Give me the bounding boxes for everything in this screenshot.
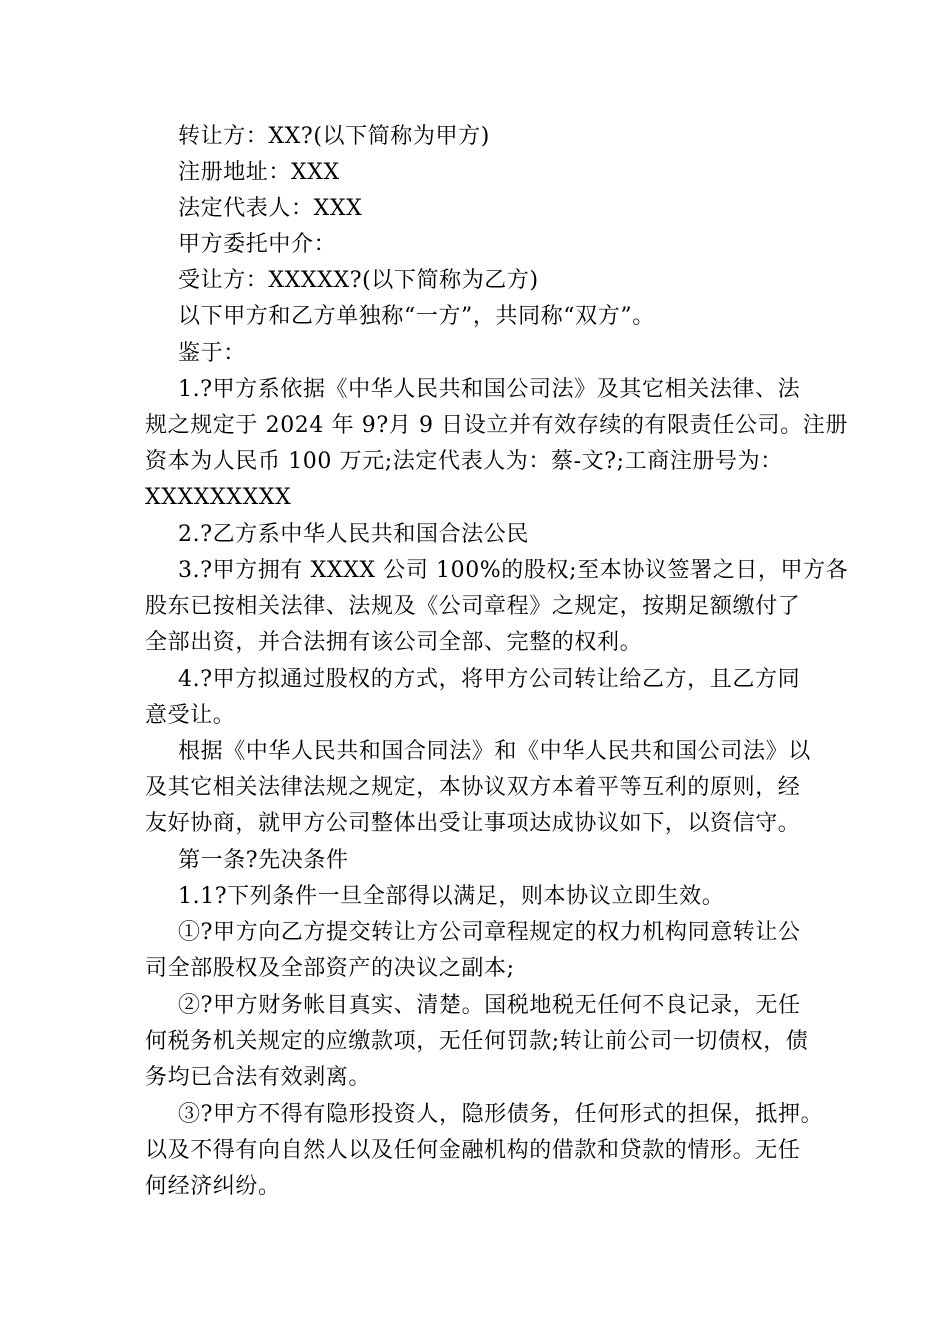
legal-representative-line: 法定代表人：XXX xyxy=(178,196,363,221)
recital-1-line-4: XXXXXXXXX xyxy=(145,485,292,510)
parties-definition-line: 以下甲方和乙方单独称“一方”，共同称“双方”。 xyxy=(178,304,655,329)
condition-2-line-2: 何税务机关规定的应缴款项，无任何罚款;转让前公司一切债权，债 xyxy=(145,1029,809,1054)
recital-3-line-3: 全部出资，并合法拥有该公司全部、完整的权利。 xyxy=(145,630,643,655)
recital-3-line-1: 3.?甲方拥有 XXXX 公司 100%的股权;至本协议签署之日，甲方各 xyxy=(178,558,849,583)
basis-paragraph-line-3: 友好协商，就甲方公司整体出受让事项达成协议如下，以资信守。 xyxy=(145,811,801,836)
clause-1-1-line: 1.1?下列条件一旦全部得以满足，则本协议立即生效。 xyxy=(178,884,725,909)
recital-1-line-1: 1.?甲方系依据《中华人民共和国公司法》及其它相关法律、法 xyxy=(178,377,801,402)
registered-address-line: 注册地址：XXX xyxy=(178,160,340,185)
condition-1-line-2: 司全部股权及全部资产的决议之副本; xyxy=(145,956,515,981)
party-b-line: 受让方：XXXXX?(以下简称为乙方) xyxy=(178,268,539,293)
condition-1-line-1: ①?甲方向乙方提交转让方公司章程规定的权力机构同意转让公 xyxy=(178,920,801,945)
recital-1-line-3: 资本为人民币 100 万元;法定代表人为：蔡-文?;工商注册号为： xyxy=(145,449,783,474)
condition-3-line-1: ③?甲方不得有隐形投资人，隐形债务，任何形式的担保，抵押。 xyxy=(178,1102,824,1127)
recital-3-line-2: 股东已按相关法律、法规及《公司章程》之规定，按期足额缴付了 xyxy=(145,594,801,619)
party-a-agent-line: 甲方委托中介： xyxy=(178,232,337,257)
recital-4-line-1: 4.?甲方拟通过股权的方式，将甲方公司转让给乙方，且乙方同 xyxy=(178,667,801,692)
condition-3-line-3: 何经济纠纷。 xyxy=(145,1174,281,1199)
basis-paragraph-line-2: 及其它相关法律法规之规定，本协议双方本着平等互利的原则，经 xyxy=(145,775,801,800)
recital-4-line-2: 意受让。 xyxy=(145,703,236,728)
condition-2-line-1: ②?甲方财务帐目真实、清楚。国税地税无任何不良记录，无任 xyxy=(178,993,801,1018)
whereas-heading: 鉴于： xyxy=(178,341,246,366)
recital-2-line-1: 2.?乙方系中华人民共和国合法公民 xyxy=(178,522,529,547)
party-a-line: 转让方：XX?(以下简称为甲方) xyxy=(178,124,490,149)
article-1-heading: 第一条?先决条件 xyxy=(178,848,349,873)
condition-3-line-2: 以及不得有向自然人以及任何金融机构的借款和贷款的情形。无任 xyxy=(145,1138,801,1163)
condition-2-line-3: 务均已合法有效剥离。 xyxy=(145,1065,372,1090)
basis-paragraph-line-1: 根据《中华人民共和国合同法》和《中华人民共和国公司法》以 xyxy=(178,739,811,764)
recital-1-line-2: 规之规定于 2024 年 9?月 9 日设立并有效存续的有限责任公司。注册 xyxy=(145,413,848,438)
